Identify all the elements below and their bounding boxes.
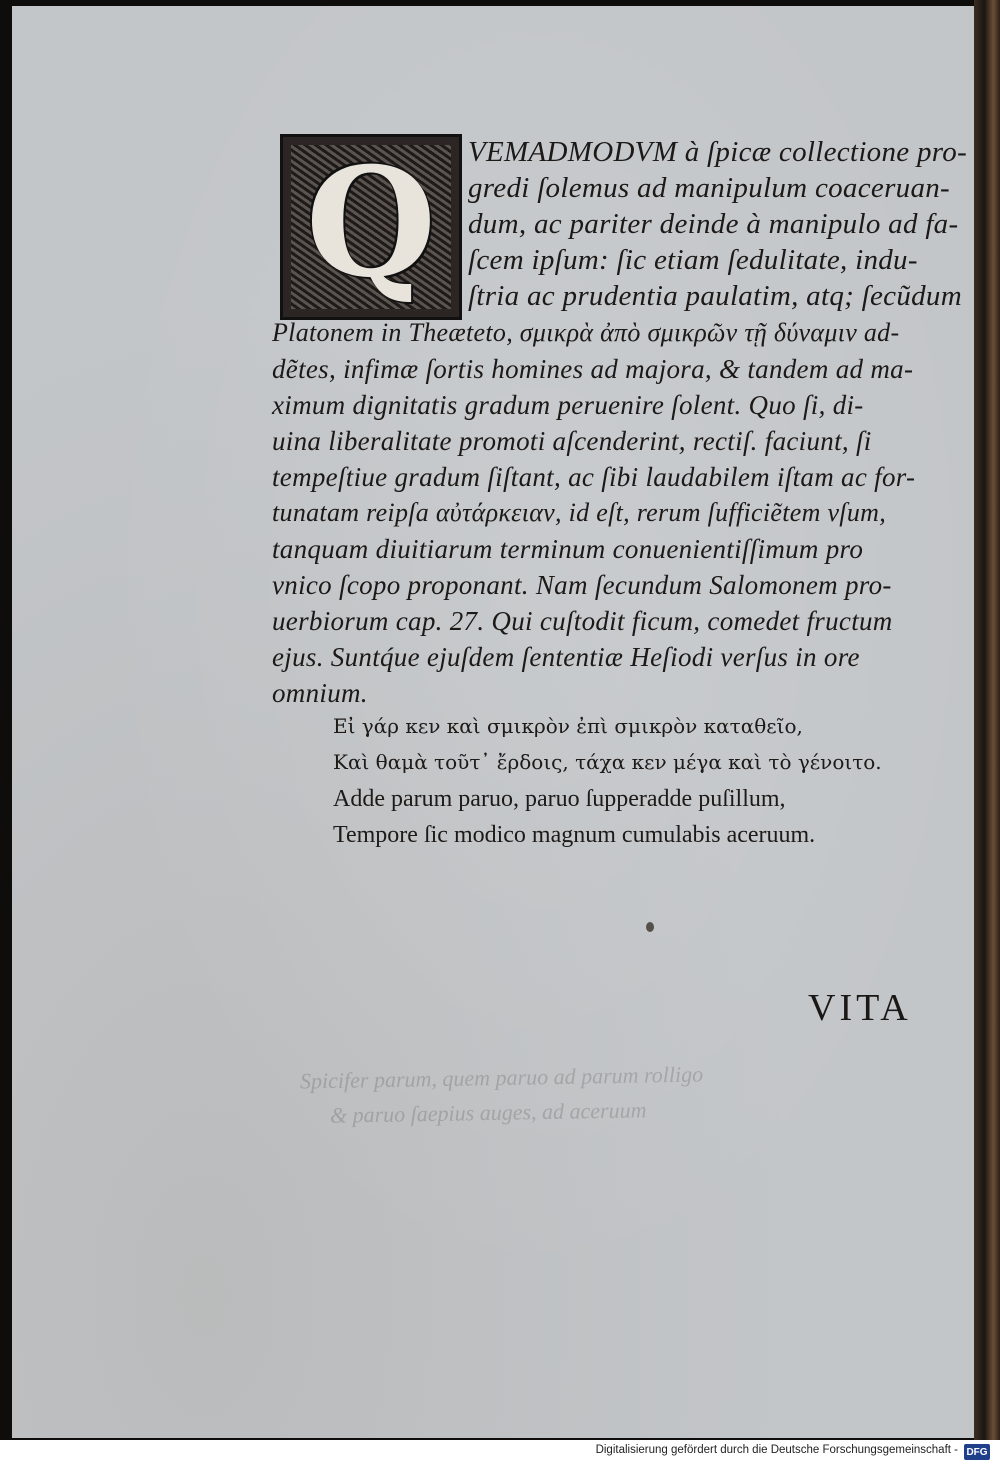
- text-line: ſcem ipſum: ſic etiam ſedulitate, indu-: [468, 244, 918, 276]
- text-line: ximum dignitatis gradum peruenire ſolent. Quo ſi, di-: [272, 390, 864, 420]
- text-line: tempeſtiue gradum ſiſtant, ac ſibi laudabilem iſtam ac for-: [272, 462, 916, 492]
- text-line: VEMADMODVM à ſpicæ collectione pro-: [468, 136, 968, 168]
- text-line: uerbiorum cap. 27. Qui cuſtodit ficum, comedet fructum: [272, 606, 893, 636]
- catchword: VITA: [808, 987, 912, 1029]
- bleed-through-line: Spicifer parum, quem paruo ad parum rolligo: [299, 1061, 704, 1094]
- ink-spot: [646, 922, 654, 932]
- text-line: tunatam reipſa αὐτάρκειαν, id eſt, rerum ſufficiẽtem vſum,: [272, 498, 886, 527]
- text-line: ſtria ac prudentia paulatim, atq; ſecũdum: [468, 280, 962, 312]
- text-line: dẽtes, infimæ ſortis homines ad majora, & tandem ad ma-: [272, 354, 914, 384]
- dfg-logo-icon: DFG: [964, 1444, 990, 1460]
- greek-verse-line: Εἰ γάρ κεν καὶ σμικρὸν ἐπὶ σμικρὸν καταθεῖο,: [333, 714, 803, 738]
- initial-letter: Q: [305, 135, 437, 311]
- text-line: dum, ac pariter deinde à manipulo ad fa-: [468, 208, 959, 240]
- latin-verse-line: Adde parum paruo, paruo ſupperadde puſillum,: [333, 786, 786, 812]
- text-line: vnico ſcopo proponant. Nam ſecundum Salomonem pro-: [272, 570, 892, 600]
- text-line: tanquam diuitiarum terminum conuenientiſſimum pro: [272, 534, 864, 564]
- text-line: Platonem in Theæteto, σμικρὰ ἀπὸ σμικρῶν τῇ δύναμιν ad-: [272, 318, 900, 347]
- text-line: uina liberalitate promoti aſcenderint, rectiſ. faciunt, ſi: [272, 426, 872, 456]
- book-edge: [974, 0, 1000, 1440]
- latin-verse-line: Tempore ſic modico magnum cumulabis aceruum.: [333, 822, 816, 848]
- text-line: ejus. Suntq́ue ejuſdem ſententiæ Heſiodi verſus in ore: [272, 642, 860, 672]
- bleed-through-line: & paruo ſaepius auges, ad aceruum: [329, 1097, 647, 1128]
- decorated-initial: [280, 134, 462, 320]
- text-line: omnium.: [272, 678, 368, 708]
- greek-verse-line: Καὶ θαμὰ τοῦτ᾽ ἔρδοις, τάχα κεν μέγα καὶ τὸ γένοιτο.: [333, 750, 882, 774]
- text-line: gredi ſolemus ad manipulum coaceruan-: [468, 172, 951, 204]
- footer-credit: Digitalisierung gefördert durch die Deutsche Forschungsgemeinschaft -: [595, 1444, 958, 1456]
